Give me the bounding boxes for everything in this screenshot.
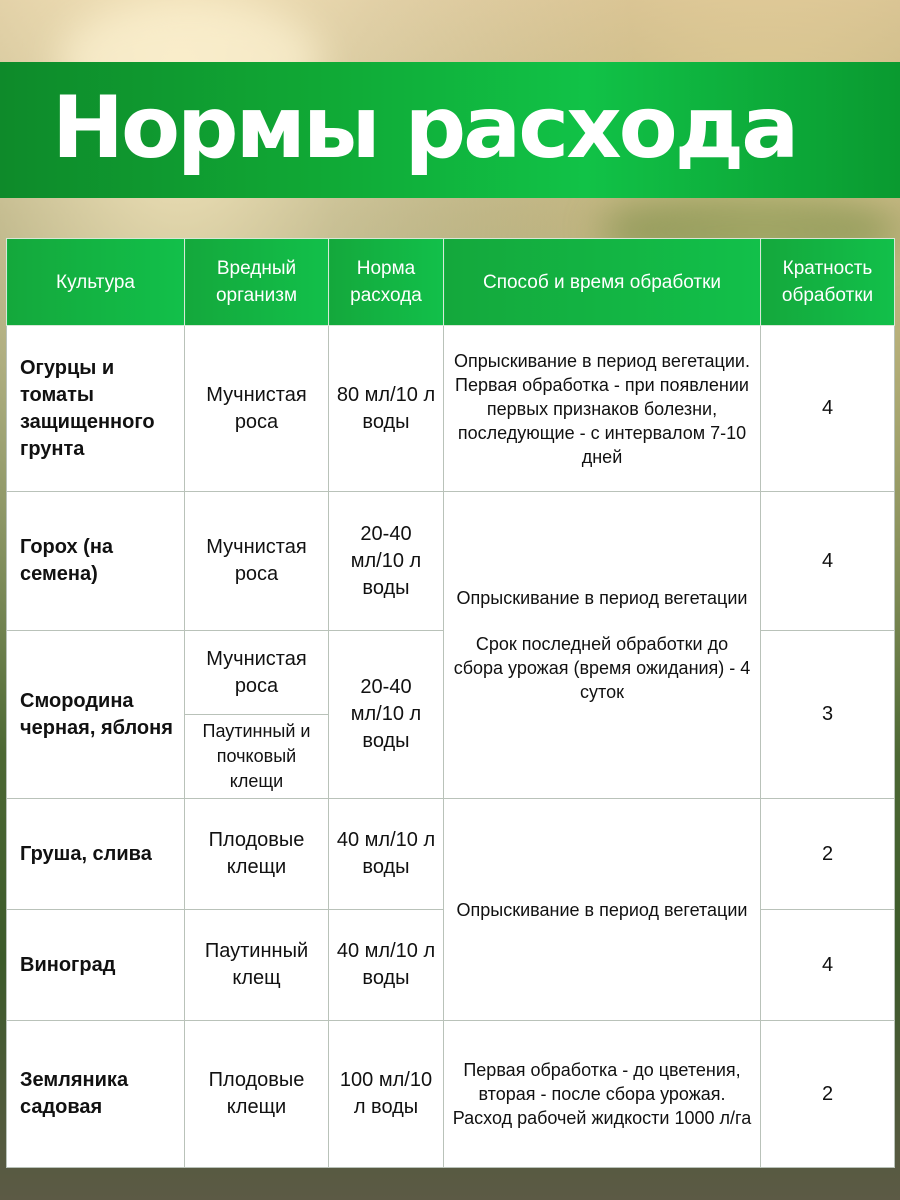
culture-cell: Виноград — [7, 910, 185, 1021]
culture-cell: Земляника садовая — [7, 1021, 185, 1168]
frequency-cell: 4 — [761, 326, 895, 492]
header-culture: Культура — [7, 239, 185, 326]
consumption-rates-table — [6, 238, 895, 1168]
pest-cell: Плодовые клещи — [185, 799, 329, 910]
header-method: Способ и время обработки — [444, 239, 761, 326]
pest-cell: Паутинный клещ — [185, 910, 329, 1021]
method-cell: Первая обработка - до цветения, вторая - после сбора урожая. Расход рабочей жидкости 1000 л/га — [444, 1021, 761, 1168]
pest-cell: Мучнистая роса — [185, 326, 329, 492]
table-header-row — [7, 239, 895, 326]
culture-cell: Смородина черная, яблоня — [7, 631, 185, 799]
page-title: Нормы расхода — [52, 78, 797, 178]
header-frequency: Кратность обработки — [761, 239, 895, 326]
rate-cell: 20-40 мл/10 л воды — [329, 631, 444, 799]
method-cell: Опрыскивание в период вегетации. Первая обработка - при появлении первых признаков болезни, последующие - с интервалом 7-10 дней — [444, 326, 761, 492]
table-row — [7, 799, 895, 910]
method-text: Опрыскивание в период вегетации — [456, 588, 748, 608]
frequency-cell: 2 — [761, 799, 895, 910]
table-row — [7, 326, 895, 492]
method-cell-merged: Опрыскивание в период вегетации — [444, 799, 761, 1021]
rate-cell: 40 мл/10 л воды — [329, 910, 444, 1021]
table-row — [7, 492, 895, 631]
header-pest: Вредный организм — [185, 239, 329, 326]
frequency-cell: 2 — [761, 1021, 895, 1168]
frequency-cell: 4 — [761, 910, 895, 1021]
pest-cell: Паутинный и почковый клещи — [185, 715, 329, 799]
method-note: Срок последней обработки до сбора урожая (время ожидания) - 4 суток — [453, 634, 751, 702]
frequency-cell: 4 — [761, 492, 895, 631]
rate-cell: 40 мл/10 л воды — [329, 799, 444, 910]
pest-cell: Мучнистая роса — [185, 631, 329, 715]
frequency-cell: 3 — [761, 631, 895, 799]
rate-cell: 20-40 мл/10 л воды — [329, 492, 444, 631]
rate-cell: 100 мл/10 л воды — [329, 1021, 444, 1168]
table-row — [7, 1021, 895, 1168]
method-cell-merged — [444, 492, 761, 799]
pest-cell: Плодовые клещи — [185, 1021, 329, 1168]
culture-cell: Огурцы и томаты защищенного грунта — [7, 326, 185, 492]
header-rate: Норма расхода — [329, 239, 444, 326]
culture-cell: Груша, слива — [7, 799, 185, 910]
culture-cell: Горох (на семена) — [7, 492, 185, 631]
rate-cell: 80 мл/10 л воды — [329, 326, 444, 492]
pest-cell: Мучнистая роса — [185, 492, 329, 631]
